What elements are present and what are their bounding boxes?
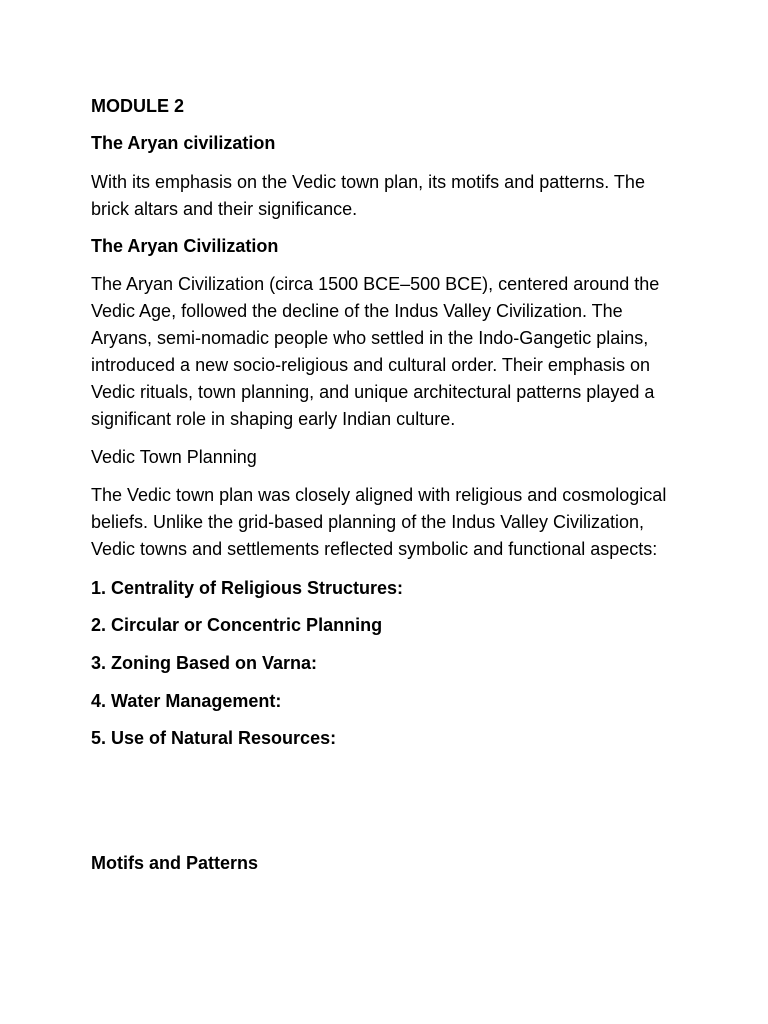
- para2-line: Vedic towns and settlements reflected symbolic and functional aspects:: [91, 539, 658, 559]
- list-item: 1. Centrality of Religious Structures:: [91, 578, 404, 598]
- list-item: 5. Use of Natural Resources:: [91, 728, 337, 748]
- list-item: 3. Zoning Based on Varna:: [91, 653, 318, 673]
- intro-line-1: With its emphasis on the Vedic town plan, its motifs and patterns. The: [91, 172, 645, 192]
- para1-line: Vedic Age, followed the decline of the Indus Valley Civilization. The: [91, 301, 623, 321]
- heading-aryan-civilization: The Aryan civilization: [91, 133, 276, 153]
- para2-line: The Vedic town plan was closely aligned with religious and cosmological: [91, 485, 667, 505]
- para2-line: beliefs. Unlike the grid-based planning of the Indus Valley Civilization,: [91, 512, 644, 532]
- para1-line: introduced a new socio-religious and cultural order. Their emphasis on: [91, 355, 650, 375]
- para1-line: Vedic rituals, town planning, and unique architectural patterns played a: [91, 382, 655, 402]
- intro-line-2: brick altars and their significance.: [91, 199, 358, 219]
- heading-aryan-civilization-2: The Aryan Civilization: [91, 236, 279, 256]
- list-item: 2. Circular or Concentric Planning: [91, 615, 383, 635]
- para1-line: The Aryan Civilization (circa 1500 BCE–500 BCE), centered around the: [91, 274, 660, 294]
- module-label: MODULE 2: [91, 96, 185, 116]
- para1-line: significant role in shaping early Indian culture.: [91, 409, 456, 429]
- subheading-vedic-town-planning: Vedic Town Planning: [91, 447, 257, 467]
- list-item: 4. Water Management:: [91, 691, 282, 711]
- heading-motifs-and-patterns: Motifs and Patterns: [91, 853, 259, 873]
- para1-line: Aryans, semi-nomadic people who settled in the Indo-Gangetic plains,: [91, 328, 649, 348]
